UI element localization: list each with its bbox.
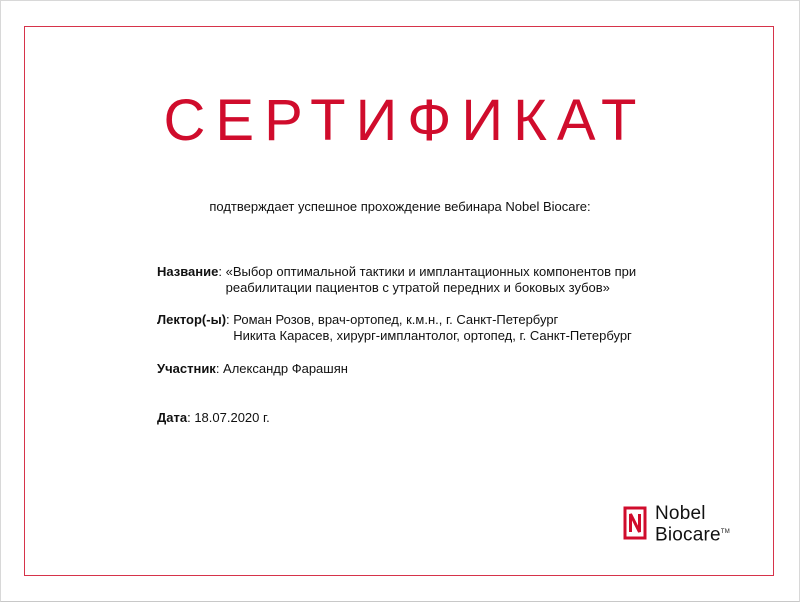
field-name-value-line2: реабилитации пациентов с утратой передних и боковых зубов» bbox=[225, 280, 610, 295]
logo-text-line1: Nobel bbox=[655, 503, 706, 524]
field-name-value-line1: «Выбор оптимальной тактики и имплантационных компонентов при bbox=[225, 264, 637, 279]
field-date-value: 18.07.2020 г. bbox=[194, 410, 270, 425]
logo-text-line2-word: Biocare bbox=[655, 524, 721, 546]
field-date-colon: : bbox=[187, 410, 195, 425]
field-lecturer-value-line2: Никита Карасев, хирург-имплантолог, ортопед, г. Санкт-Петербург bbox=[233, 328, 632, 343]
field-date bbox=[157, 410, 270, 426]
logo-wordmark bbox=[655, 504, 730, 544]
field-participant-value: Александр Фарашян bbox=[223, 361, 348, 376]
field-lecturer-label: Лектор(-ы) bbox=[157, 312, 227, 327]
field-name bbox=[157, 264, 636, 296]
field-name-value bbox=[226, 264, 637, 296]
certificate-subtitle: подтверждает успешное прохождение вебинара Nobel Biocare: bbox=[209, 199, 591, 214]
field-date-label: Дата bbox=[157, 410, 188, 425]
field-lecturer-value bbox=[233, 312, 632, 344]
field-lecturer bbox=[157, 312, 632, 344]
field-lecturer-value-line1: Роман Розов, врач-ортопед, к.м.н., г. Санкт-Петербург bbox=[233, 312, 559, 327]
logo-trademark: TM bbox=[720, 529, 730, 535]
field-participant-label: Участник bbox=[157, 361, 216, 376]
certificate-title: СЕРТИФИКАТ bbox=[163, 88, 647, 153]
nobel-biocare-logo bbox=[622, 504, 752, 544]
logo-text-line2 bbox=[655, 523, 730, 544]
field-participant-colon: : bbox=[215, 361, 224, 376]
logo-n-icon bbox=[622, 505, 648, 541]
field-lecturer-colon: : bbox=[226, 312, 234, 327]
field-name-colon: : bbox=[218, 264, 226, 279]
field-name-label: Название bbox=[157, 264, 219, 279]
field-participant bbox=[157, 361, 348, 377]
